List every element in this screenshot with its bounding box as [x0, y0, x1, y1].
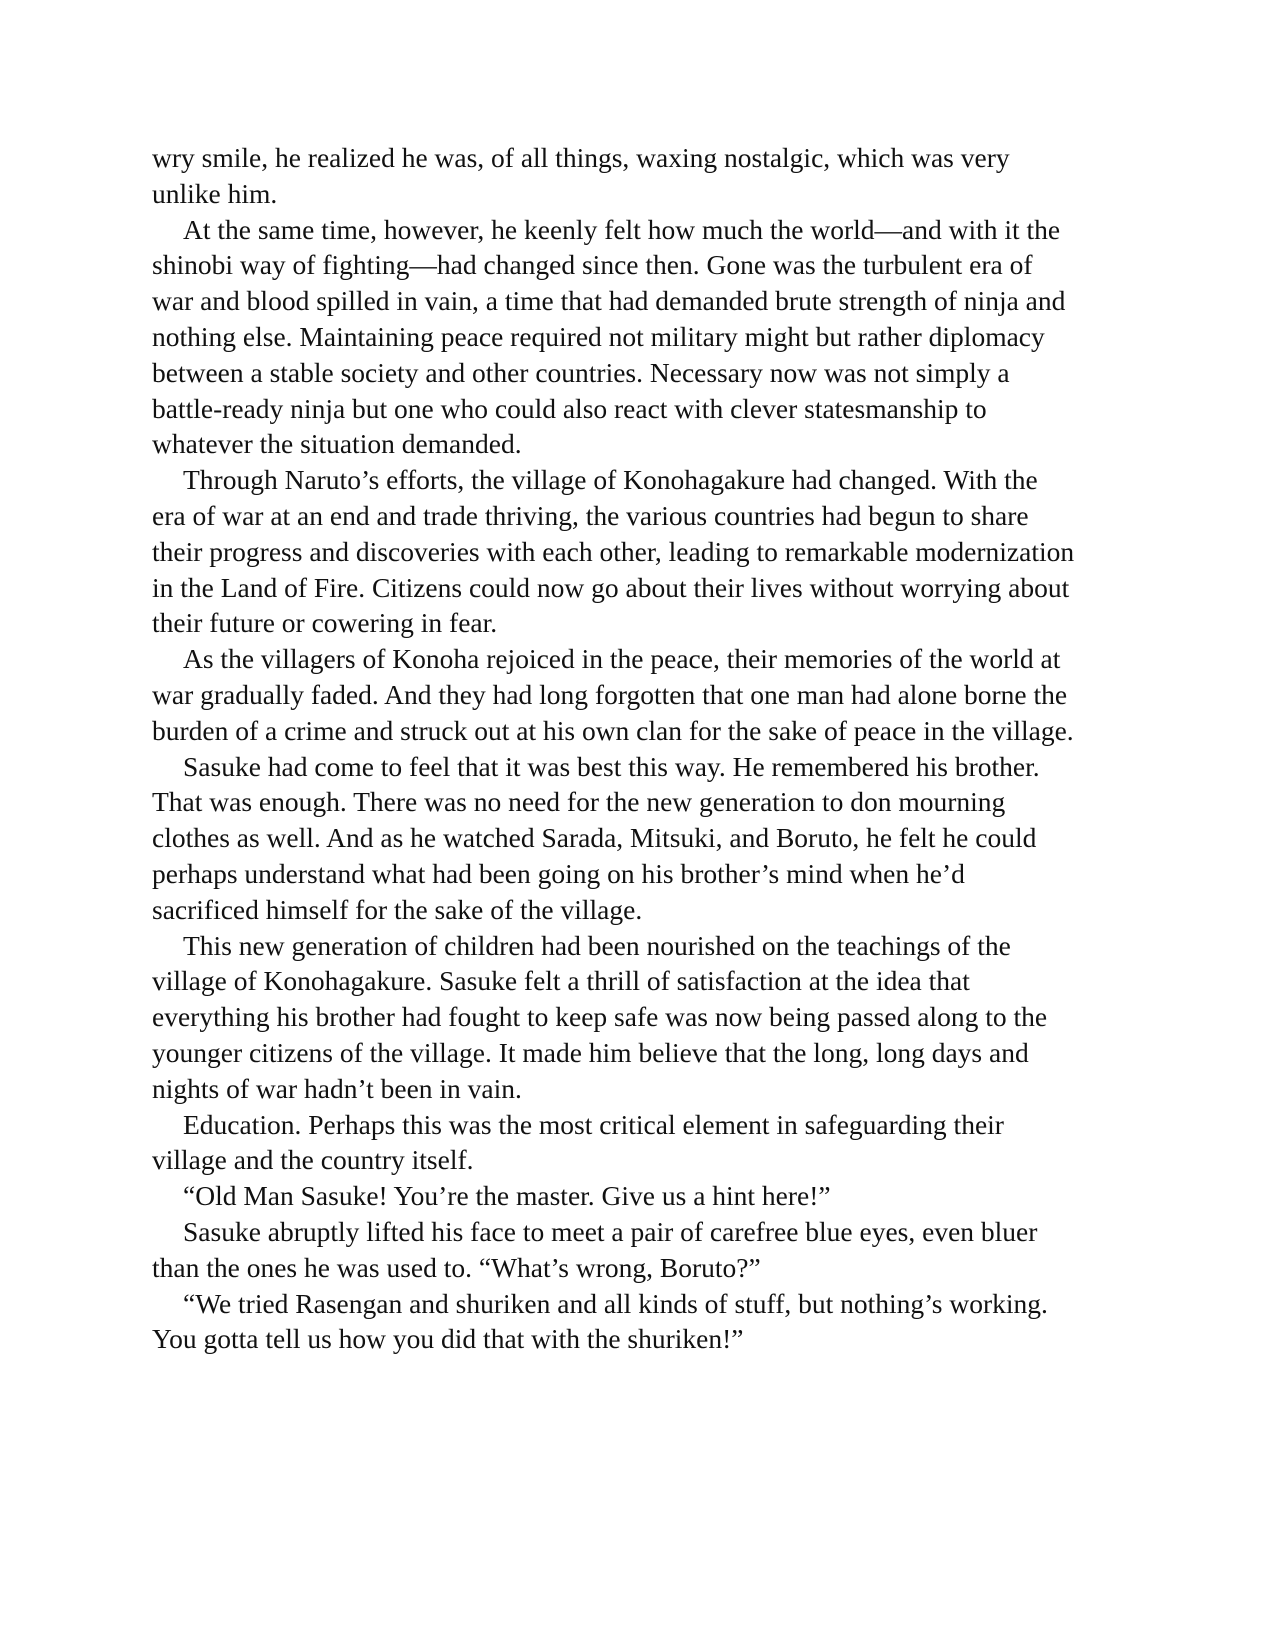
paragraph: Sasuke abruptly lifted his face to meet a pair of carefree blue eyes, even bluer than the ones he was used to. “What’s wrong, Boruto?”	[152, 1215, 1038, 1283]
paragraph: As the villagers of Konoha rejoiced in the peace, their memories of the world at war gradually faded. And they had long forgotten that one man had alone borne the burden of a crime and struck out at his own clan for the sake of peace in the village.	[152, 643, 1074, 746]
page-body	[152, 140, 1077, 1357]
paragraph: Sasuke had come to feel that it was best this way. He remembered his brother. That was enough. There was no need for the new generation to don mourning clothes as well. And as he watched Sarada, Mitsuki, and Boruto, he felt he could perhaps understand what had been going on his brother’s mind when he’d sacrificed himself for the sake of the village.	[152, 750, 1040, 925]
paragraph-continuation: wry smile, he realized he was, of all things, waxing nostalgic, which was very unlike him.	[152, 142, 1010, 209]
dialogue-paragraph: “Old Man Sasuke! You’re the master. Give us a hint here!”	[183, 1180, 831, 1212]
paragraph: Education. Perhaps this was the most critical element in safeguarding their village and the country itself.	[152, 1108, 1004, 1176]
paragraph: This new generation of children had been nourished on the teachings of the village of Konohagakure. Sasuke felt a thrill of satisfaction at the idea that everything his brother had fought to keep safe was now being passed along to the younger citizens of the village. It made him believe that the long, long days and nights of war hadn’t been in vain.	[152, 929, 1048, 1104]
paragraph: At the same time, however, he keenly felt how much the world—and with it the shinobi way of fighting—had changed since then. Gone was the turbulent era of war and blood spilled in vain, a time that had demanded brute strength of ninja and nothing else. Maintaining peace required not military might but rather diplomacy between a stable society and other countries. Necessary now was not simply a battle-ready ninja but one who could also react with clever statesmanship to whatever the situation demanded.	[152, 213, 1066, 460]
paragraph: Through Naruto’s efforts, the village of Konohagakure had changed. With the era of war at an end and trade thriving, the various countries had begun to share their progress and discoveries with each other, leading to remarkable modernization in the Land of Fire. Citizens could now go about their lives without worrying about their future or cowering in fear.	[152, 464, 1075, 639]
dialogue-paragraph: “We tried Rasengan and shuriken and all kinds of stuff, but nothing’s working. You gotta tell us how you did that with the shuriken!”	[152, 1287, 1048, 1355]
